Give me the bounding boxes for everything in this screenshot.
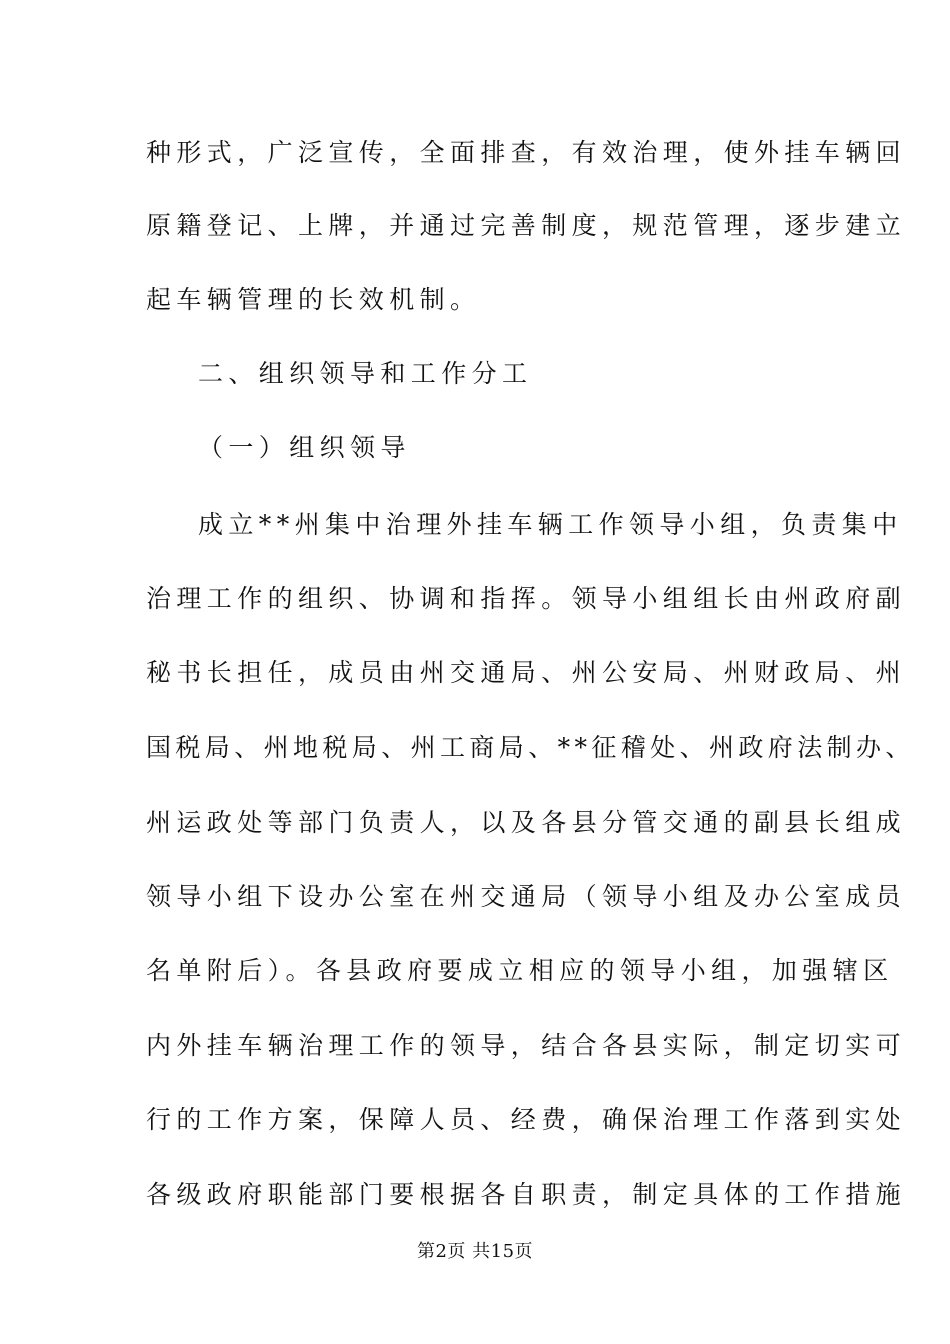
- body-text-line: 名单附后）。各县政府要成立相应的领导小组，加强辖区: [146, 956, 894, 985]
- body-text-line: 原籍登记、上牌，并通过完善制度，规范管理，逐步建立: [146, 211, 907, 240]
- body-text-line: 起车辆管理的长效机制。: [146, 285, 481, 314]
- body-text-line: 秘书长担任，成员由州交通局、州公安局、州财政局、州: [146, 658, 907, 687]
- body-text-line: 成立**州集中治理外挂车辆工作领导小组，负责集中: [198, 510, 903, 539]
- body-text-line: 种形式，广泛宣传，全面排查，有效治理，使外挂车辆回: [146, 138, 907, 167]
- body-text-line: 国税局、州地税局、州工商局、**征稽处、州政府法制办、: [146, 733, 915, 762]
- subsection-heading: （一）组织领导: [198, 433, 411, 462]
- page-number-footer: 第2页 共15页: [416, 1241, 534, 1262]
- body-text-line: 内外挂车辆治理工作的领导，结合各县实际，制定切实可: [146, 1031, 907, 1060]
- body-text-line: 领导小组下设办公室在州交通局（领导小组及办公室成员: [146, 882, 907, 911]
- body-text-line: 治理工作的组织、协调和指挥。领导小组组长由州政府副: [146, 584, 907, 613]
- body-text-line: 行的工作方案，保障人员、经费，确保治理工作落到实处: [146, 1105, 907, 1134]
- body-text-line: 州运政处等部门负责人，以及各县分管交通的副县长组成: [146, 808, 907, 837]
- section-heading: 二、组织领导和工作分工: [198, 359, 533, 388]
- body-text-line: 各级政府职能部门要根据各自职责，制定具体的工作措施: [146, 1180, 907, 1209]
